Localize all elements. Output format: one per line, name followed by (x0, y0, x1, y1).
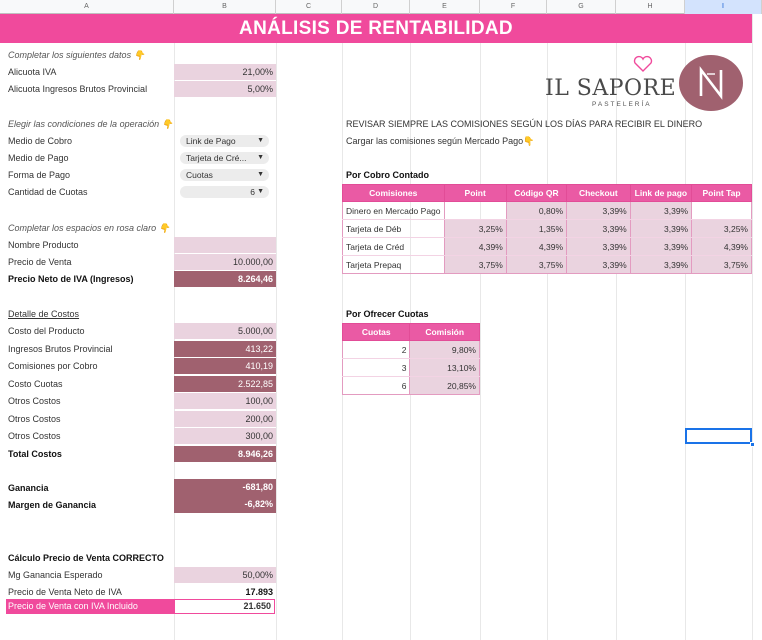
medio-cobro-dropdown[interactable] (180, 135, 269, 147)
contado-header: Código QR (506, 185, 566, 202)
contado-cell[interactable]: 1,35% (506, 220, 566, 238)
sale-price-label: Precio de Venta (8, 257, 72, 267)
cost-label-comisiones: Comisiones por Cobro (8, 361, 98, 371)
column-header-g[interactable]: G (547, 0, 616, 14)
cost-label-producto: Costo del Producto (8, 326, 85, 336)
contado-cell[interactable]: 3,39% (630, 220, 691, 238)
conditions-label-cuotas: Cantidad de Cuotas (8, 187, 88, 197)
chevron-down-icon: ▼ (257, 171, 264, 178)
cuotas-cell[interactable]: 9,80% (410, 341, 480, 359)
forma-pago-dropdown[interactable] (180, 169, 269, 181)
contado-cell[interactable]: 3,75% (506, 256, 566, 274)
sheet-title-banner: ANÁLISIS DE RENTABILIDAD (0, 14, 752, 43)
column-header-c[interactable]: C (276, 0, 342, 14)
table-row (343, 202, 752, 220)
contado-cell[interactable]: Tarjeta de Déb (343, 220, 445, 238)
brand-logo-icon (693, 62, 731, 104)
table-row (343, 377, 480, 395)
column-header-h[interactable]: H (616, 0, 685, 14)
contado-cell[interactable]: 3,39% (567, 238, 631, 256)
contado-header: Link de pago (630, 185, 691, 202)
commission-load-note: Cargar las comisiones según Mercado Pago👇 (346, 136, 535, 146)
medio-cobro-value: Link de Pago (186, 136, 236, 146)
column-header-d[interactable]: D (342, 0, 410, 14)
cantidad-cuotas-dropdown[interactable] (180, 186, 269, 198)
contado-cell[interactable]: 4,39% (506, 238, 566, 256)
medio-pago-value: Tarjeta de Cré... (186, 153, 247, 163)
cost-label-cuotas: Costo Cuotas (8, 379, 63, 389)
product-name-input[interactable] (174, 237, 276, 253)
cost-value-otros-2[interactable]: 200,00 (174, 411, 276, 427)
contado-cell[interactable]: 3,75% (444, 256, 506, 274)
contado-cell[interactable]: 3,75% (692, 256, 752, 274)
column-header-f[interactable]: F (480, 0, 547, 14)
contado-cell[interactable]: 3,39% (567, 202, 631, 220)
contado-header: Point (444, 185, 506, 202)
chevron-down-icon: ▼ (257, 188, 264, 195)
product-name-label: Nombre Producto (8, 240, 79, 250)
expected-margin-label: Mg Ganancia Esperado (8, 570, 103, 580)
tax-heading: Completar los siguientes datos 👇 (8, 50, 145, 60)
net-correct-price-label: Precio de Venta Neto de IVA (8, 587, 122, 597)
tax-input-iva[interactable]: 21,00% (174, 64, 276, 80)
cost-value-comisiones: 410,19 (174, 358, 276, 374)
chevron-down-icon: ▼ (257, 137, 264, 144)
chevron-down-icon: ▼ (257, 154, 264, 161)
final-price-label: Precio de Venta con IVA Incluido (6, 599, 175, 614)
sale-price-input[interactable]: 10.000,00 (174, 254, 276, 270)
column-header-bar (0, 0, 762, 14)
contado-cell[interactable]: 0,80% (506, 202, 566, 220)
cost-value-otros-1[interactable]: 100,00 (174, 393, 276, 409)
table-row (343, 256, 752, 274)
column-header-b[interactable]: B (174, 0, 276, 14)
correct-price-heading: Cálculo Precio de Venta CORRECTO (8, 553, 164, 563)
profit-value: -681,80 (174, 479, 276, 496)
contado-cell[interactable] (444, 202, 506, 220)
forma-pago-value: Cuotas (186, 170, 213, 180)
contado-cell[interactable]: 3,39% (630, 202, 691, 220)
cost-value-iibb: 413,22 (174, 341, 276, 357)
expected-margin-input[interactable]: 50,00% (174, 567, 276, 583)
contado-cell[interactable] (692, 202, 752, 220)
cuotas-cell[interactable]: 20,85% (410, 377, 480, 395)
cuotas-header: Cuotas (343, 324, 410, 341)
contado-cell[interactable]: 3,25% (444, 220, 506, 238)
contado-cell[interactable]: 3,39% (567, 220, 631, 238)
column-header-e[interactable]: E (410, 0, 480, 14)
table-row (343, 359, 480, 377)
conditions-label-forma-pago: Forma de Pago (8, 170, 71, 180)
contado-header: Checkout (567, 185, 631, 202)
profit-label: Ganancia (8, 483, 49, 493)
cost-value-producto[interactable]: 5.000,00 (174, 323, 276, 339)
contado-commission-table (342, 184, 752, 274)
conditions-label-medio-cobro: Medio de Cobro (8, 136, 73, 146)
selected-cell[interactable] (685, 428, 752, 444)
tax-label-iva: Alicuota IVA (8, 67, 57, 77)
table-row (343, 220, 752, 238)
contado-cell[interactable]: 3,39% (567, 256, 631, 274)
cost-value-otros-3[interactable]: 300,00 (174, 428, 276, 444)
total-costs-value: 8.946,26 (174, 446, 276, 462)
cost-label-iibb: Ingresos Brutos Provincial (8, 344, 113, 354)
final-price-value: 21.650 (174, 599, 275, 614)
brand-subtitle: PASTELERÍA (592, 101, 652, 108)
contado-cell[interactable]: Tarjeta de Créd (343, 238, 445, 256)
contado-cell[interactable]: 3,39% (630, 238, 691, 256)
table-row (343, 238, 752, 256)
cost-label-otros-1: Otros Costos (8, 396, 61, 406)
cuotas-header: Comisión (410, 324, 480, 341)
heart-icon (633, 55, 653, 73)
column-header-i[interactable]: I (685, 0, 762, 14)
net-correct-price-value: 17.893 (245, 587, 273, 597)
net-price-value: 8.264,46 (174, 271, 276, 287)
cost-label-otros-3: Otros Costos (8, 431, 61, 441)
cantidad-cuotas-value: 6 (250, 187, 255, 197)
contado-cell[interactable]: Dinero en Mercado Pago (343, 202, 445, 220)
contado-header: Comisiones (343, 185, 445, 202)
tax-input-iibb[interactable]: 5,00% (174, 81, 276, 97)
cuotas-cell[interactable]: 2 (343, 341, 410, 359)
table-row (343, 341, 480, 359)
contado-cell[interactable]: 3,25% (692, 220, 752, 238)
cuotas-cell[interactable]: 6 (343, 377, 410, 395)
contado-header: Point Tap (692, 185, 752, 202)
net-price-label: Precio Neto de IVA (Ingresos) (8, 274, 134, 284)
margin-label: Margen de Ganancia (8, 500, 97, 510)
column-header-a[interactable]: A (0, 0, 174, 14)
total-costs-label: Total Costos (8, 449, 62, 459)
contado-cell[interactable]: 4,39% (444, 238, 506, 256)
conditions-heading: Elegir las condiciones de la operación 👇 (8, 119, 173, 129)
cuotas-heading: Por Ofrecer Cuotas (346, 309, 429, 319)
commission-review-note: REVISAR SIEMPRE LAS COMISIONES SEGÚN LOS DÍAS PARA RECIBIR EL DINERO (346, 119, 703, 129)
brand-name: IL SAPORE (545, 76, 677, 101)
contado-cell[interactable]: 3,39% (630, 256, 691, 274)
tax-label-iibb: Alicuota Ingresos Brutos Provincial (8, 84, 148, 94)
product-heading: Completar los espacios en rosa claro 👇 (8, 223, 170, 233)
costs-heading: Detalle de Costos (8, 309, 80, 319)
cuotas-cell[interactable]: 13,10% (410, 359, 480, 377)
cuotas-commission-table (342, 323, 480, 395)
cuotas-cell[interactable]: 3 (343, 359, 410, 377)
margin-value: -6,82% (174, 496, 276, 513)
contado-cell[interactable]: Tarjeta Prepaq (343, 256, 445, 274)
contado-heading: Por Cobro Contado (346, 170, 429, 180)
cost-value-cuotas: 2.522,85 (174, 376, 276, 392)
contado-cell[interactable]: 4,39% (692, 238, 752, 256)
cost-label-otros-2: Otros Costos (8, 414, 61, 424)
conditions-label-medio-pago: Medio de Pago (8, 153, 69, 163)
medio-pago-dropdown[interactable] (180, 152, 269, 164)
fill-handle[interactable] (750, 442, 755, 447)
